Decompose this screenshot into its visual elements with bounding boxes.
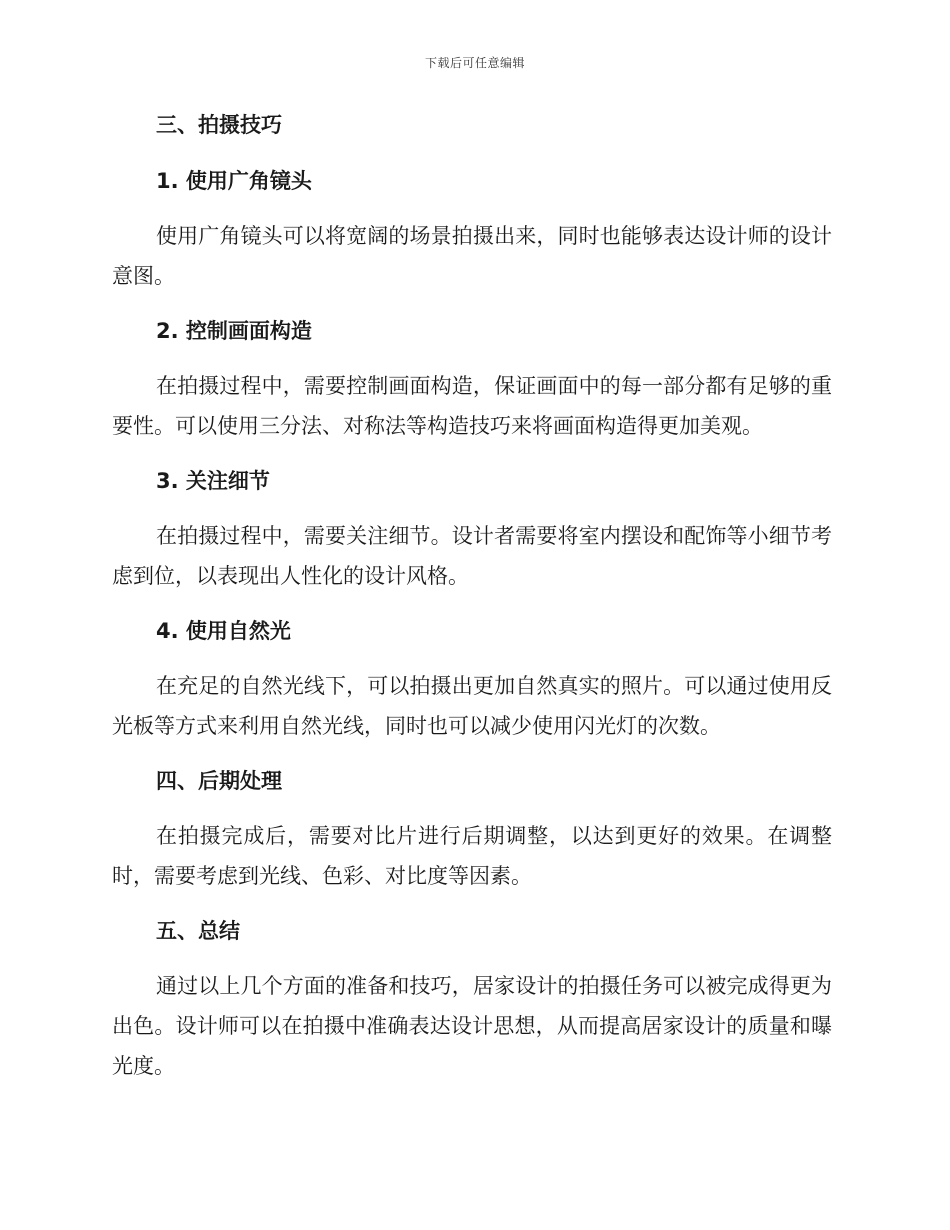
subheading-focus-details: 3. 关注细节 (156, 469, 270, 493)
subheading-wide-angle-lens: 1. 使用广角镜头 (156, 169, 312, 193)
subheading-composition-control: 2. 控制画面构造 (156, 319, 312, 343)
subheading-natural-light: 4. 使用自然光 (156, 619, 291, 643)
paragraph-wide-angle-lens: 使用广角镜头可以将宽阔的场景拍摄出来，同时也能够表达设计师的设计意图。 (112, 224, 832, 288)
paragraph-focus-details: 在拍摄过程中，需要关注细节。设计者需要将室内摆设和配饰等小细节考虑到位，以表现出人性化的设计风格。 (112, 524, 832, 588)
paragraph-post-processing: 在拍摄完成后，需要对比片进行后期调整，以达到更好的效果。在调整时，需要考虑到光线、色彩、对比度等因素。 (112, 824, 832, 888)
document-body (112, 104, 832, 1100)
paragraph-summary: 通过以上几个方面的准备和技巧，居家设计的拍摄任务可以被完成得更为出色。设计师可以在拍摄中准确表达设计思想，从而提高居家设计的质量和曝光度。 (112, 974, 832, 1078)
paragraph-composition-control: 在拍摄过程中，需要控制画面构造，保证画面中的每一部分都有足够的重要性。可以使用三分法、对称法等构造技巧来将画面构造得更加美观。 (112, 374, 832, 438)
paragraph-natural-light: 在充足的自然光线下，可以拍摄出更加自然真实的照片。可以通过使用反光板等方式来利用自然光线，同时也可以减少使用闪光灯的次数。 (112, 674, 832, 738)
section-heading-shooting-techniques: 三、拍摄技巧 (156, 113, 282, 137)
header-note: 下载后可任意编辑 (424, 56, 525, 70)
section-heading-post-processing: 四、后期处理 (156, 769, 282, 793)
section-heading-summary: 五、总结 (156, 919, 240, 943)
